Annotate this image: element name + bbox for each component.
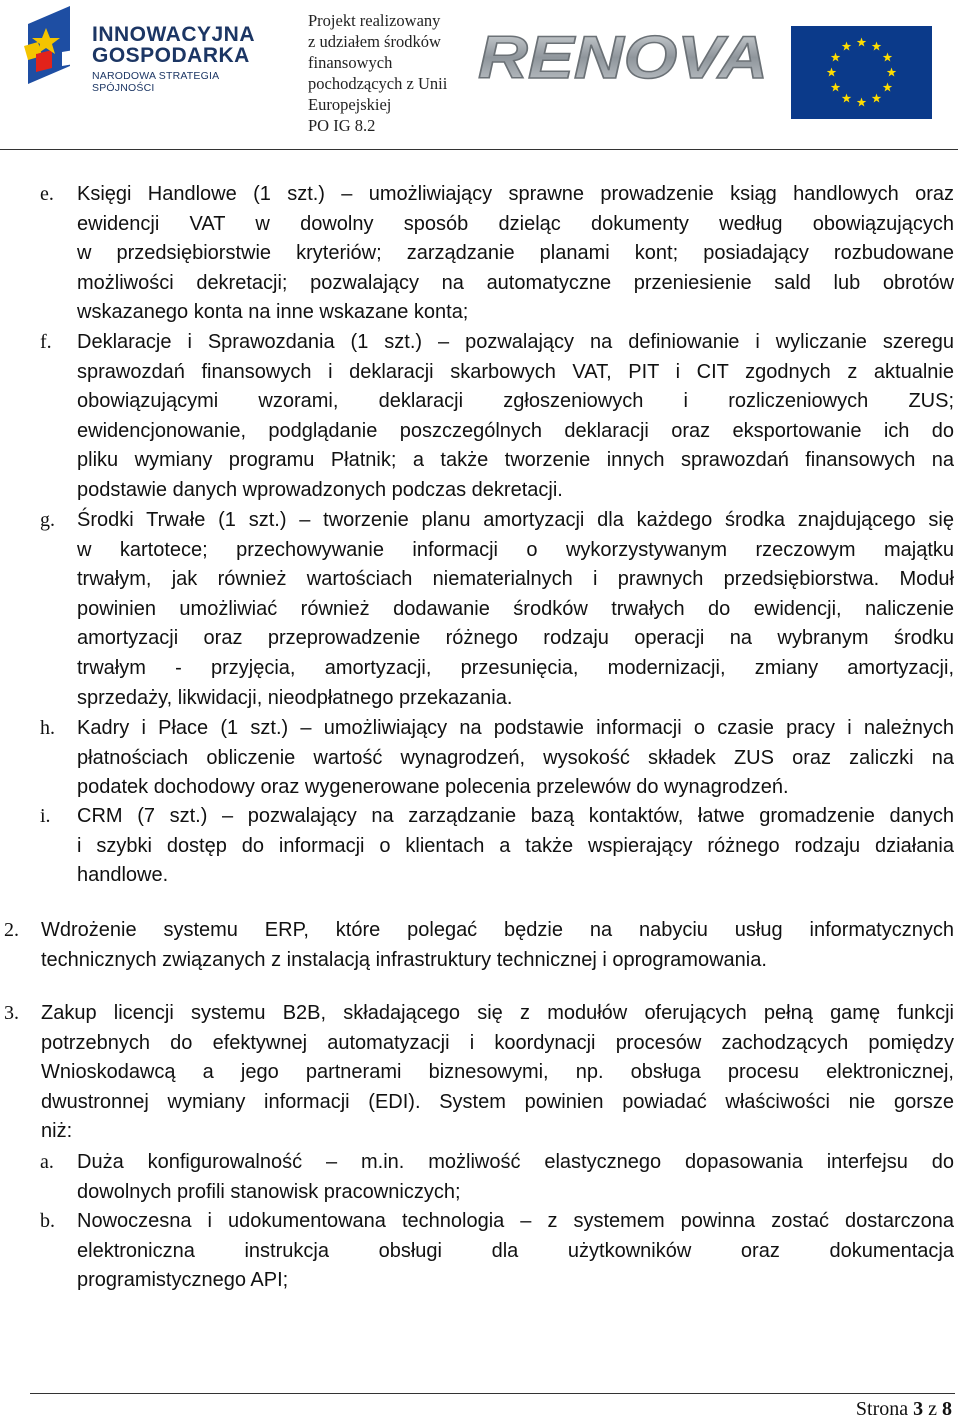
project-line: pochodzących z Unii <box>308 74 448 93</box>
paragraph-line: Księgi Handlowe (1 szt.) – umożliwiający sprawne prowadzenie ksiąg handlowych oraz <box>77 183 954 205</box>
eu-star-icon <box>842 94 852 103</box>
paragraph-line: pliku wymiany programu Płatnik; a także tworzenie innych sprawozdań finansowych na <box>77 449 954 472</box>
eu-stars-icon <box>791 26 932 119</box>
list-marker: i. <box>40 805 51 827</box>
paragraph-line: potrzebnych do efektywnej automatyzacji i koordynacji procesów zachodzących pomiędzy <box>41 1031 954 1054</box>
paragraph-line: podatek dochodowy oraz wygenerowane polecenia przelewów do wynagrodzeń. <box>77 776 789 799</box>
page-total: 8 <box>942 1398 952 1420</box>
paragraph-line: Deklaracje i Sprawozdania (1 szt.) – pozwalający na definiowanie i wyliczanie szeregu <box>77 331 954 353</box>
ig-logo-line3: NARODOWA STRATEGIA SPÓJNOŚCI <box>92 70 219 94</box>
paragraph-line: płatnościach obliczenie wartość wynagrodzeń, wysokość składek ZUS oraz zaliczki na <box>77 746 954 769</box>
list-marker: e. <box>40 183 54 205</box>
paragraph-line: dwustronnej wymiany informacji (EDI). System powinien powiadać właściwości nie gorsze <box>41 1090 954 1113</box>
innowacyjna-gospodarka-logo <box>22 6 282 94</box>
list-marker: 3. <box>4 1002 19 1024</box>
list-marker: a. <box>40 1151 54 1173</box>
paragraph-line: Zakup licencji systemu B2B, składającego się z modułów oferujących pełną gamę funkcji <box>41 1002 954 1024</box>
eu-star-icon <box>827 68 837 77</box>
page-label: Strona <box>855 1398 909 1420</box>
project-line: PO IG 8.2 <box>308 116 376 135</box>
eu-star-icon <box>872 42 882 51</box>
page-current: 3 <box>913 1398 924 1420</box>
footer-divider <box>30 1393 955 1394</box>
renova-logo-text: RENOVA <box>478 26 768 86</box>
ig-logo-line2: GOSPODARKA <box>92 44 250 67</box>
project-line: Europejskiej <box>308 95 392 114</box>
paragraph-line: powinien umożliwiać również dodawanie środków trwałych do ewidencji, naliczenie <box>77 597 954 620</box>
paragraph-line: i szybki dostęp do informacji o klientach a także wspierający różnego rodzaju działania <box>77 834 954 857</box>
ig-emblem-icon <box>22 6 84 88</box>
page-header <box>0 0 960 150</box>
list-marker: h. <box>40 717 55 739</box>
eu-star-icon <box>883 83 893 92</box>
eu-star-icon <box>887 68 897 77</box>
paragraph-line: podstawie danych wprowadzonych podczas dekretacji. <box>77 479 563 501</box>
page-of: z <box>928 1398 937 1420</box>
eu-star-icon <box>831 83 841 92</box>
list-marker: f. <box>40 331 52 353</box>
paragraph-line: trwałym, jak również wartościach niematerialnych i prawnych przedsiębiorstwa. Moduł <box>77 568 954 591</box>
list-marker: b. <box>40 1210 55 1232</box>
paragraph-line: Wnioskodawcą a jego partnerami biznesowymi, np. obsługa procesu elektronicznej, <box>41 1061 954 1084</box>
paragraph-line: programistycznego API; <box>77 1269 289 1292</box>
list-marker: g. <box>40 509 55 531</box>
paragraph-line: Nowoczesna i udokumentowana technologia – z systemem powinna zostać dostarczona <box>77 1210 954 1232</box>
paragraph-line: ewidencjonowanie, podglądanie poszczególnych deklaracji oraz eksportowanie ich do <box>77 419 954 442</box>
eu-star-icon <box>831 53 841 62</box>
paragraph-line: w kartotece; przechowywanie informacji o wykorzystywanym rzeczowym majątku <box>77 538 954 561</box>
paragraph-line: sprawozdań finansowych i deklaracji skarbowych VAT, PIT i CIT zgodnych z aktualnie <box>77 360 954 383</box>
paragraph-line: dowolnych profili stanowisk pracowniczych; <box>77 1180 461 1203</box>
paragraph-line: sprzedaży, likwidacji, nieodpłatnego przekazania. <box>77 686 513 709</box>
paragraph-line: niż: <box>41 1120 73 1143</box>
eu-star-icon <box>872 94 882 103</box>
list-marker: 2. <box>4 919 19 941</box>
paragraph-line: trwałym - przyjęcia, amortyzacji, przesunięcia, modernizacji, zmiany amortyzacji, <box>77 657 954 679</box>
paragraph-line: Wdrożenie systemu ERP, które polegać będzie na nabyciu usług informatycznych <box>41 919 954 941</box>
paragraph-line: handlowe. <box>77 864 169 887</box>
paragraph-line: Środki Trwałe (1 szt.) – tworzenie planu amortyzacji dla każdego środka znajdującego się <box>77 509 954 531</box>
paragraph-line: możliwości dekretacji; pozwalający na automatyczne przeniesienie sald lub obrotów <box>77 271 954 294</box>
paragraph-line: Duża konfigurowalność – m.in. możliwość elastycznego dopasowania interfejsu do <box>77 1151 954 1173</box>
paragraph-line: Kadry i Płace (1 szt.) – umożliwiający na podstawie informacji o czasie pracy i należnych <box>77 717 954 739</box>
paragraph-line: amortyzacji oraz przeprowadzenie różnego rodzaju operacji na wybranym środku <box>77 627 954 650</box>
eu-star-icon <box>842 42 852 51</box>
project-line: z udziałem środków <box>308 32 441 51</box>
eu-star-icon <box>883 53 893 62</box>
project-line: finansowych <box>308 53 393 72</box>
paragraph-line: technicznych związanych z instalacją infrastruktury technicznej i oprogramowania. <box>41 948 767 971</box>
renova-logo <box>476 26 772 86</box>
paragraph-line: CRM (7 szt.) – pozwalający na zarządzanie bazą kontaktów, łatwe gromadzenie danych <box>77 805 954 827</box>
header-divider <box>0 149 958 150</box>
eu-flag <box>791 26 932 119</box>
paragraph-line: elektroniczna instrukcja obsługi dla użytkowników oraz dokumentacja <box>77 1239 954 1262</box>
paragraph-line: w przedsiębiorstwie kryteriów; zarządzanie planami kont; posiadający rozbudowane <box>77 242 954 265</box>
ig-logo-line1: INNOWACYJNA <box>92 23 256 46</box>
project-funding-note <box>308 10 473 136</box>
project-line: Projekt realizowany <box>308 11 441 30</box>
page-number <box>856 1398 952 1421</box>
eu-star-icon <box>857 98 867 107</box>
ig-logo-text <box>92 24 282 94</box>
paragraph-line: wskazanego konta na inne wskazane konta; <box>77 301 469 324</box>
paragraph-line: obowiązującymi wzorami, deklaracji zgłoszeniowych i rozliczeniowych ZUS; <box>77 390 954 413</box>
paragraph-line: ewidencji VAT w dowolny sposób dzieląc dokumenty według obowiązujących <box>77 212 954 235</box>
eu-star-icon <box>857 38 867 47</box>
